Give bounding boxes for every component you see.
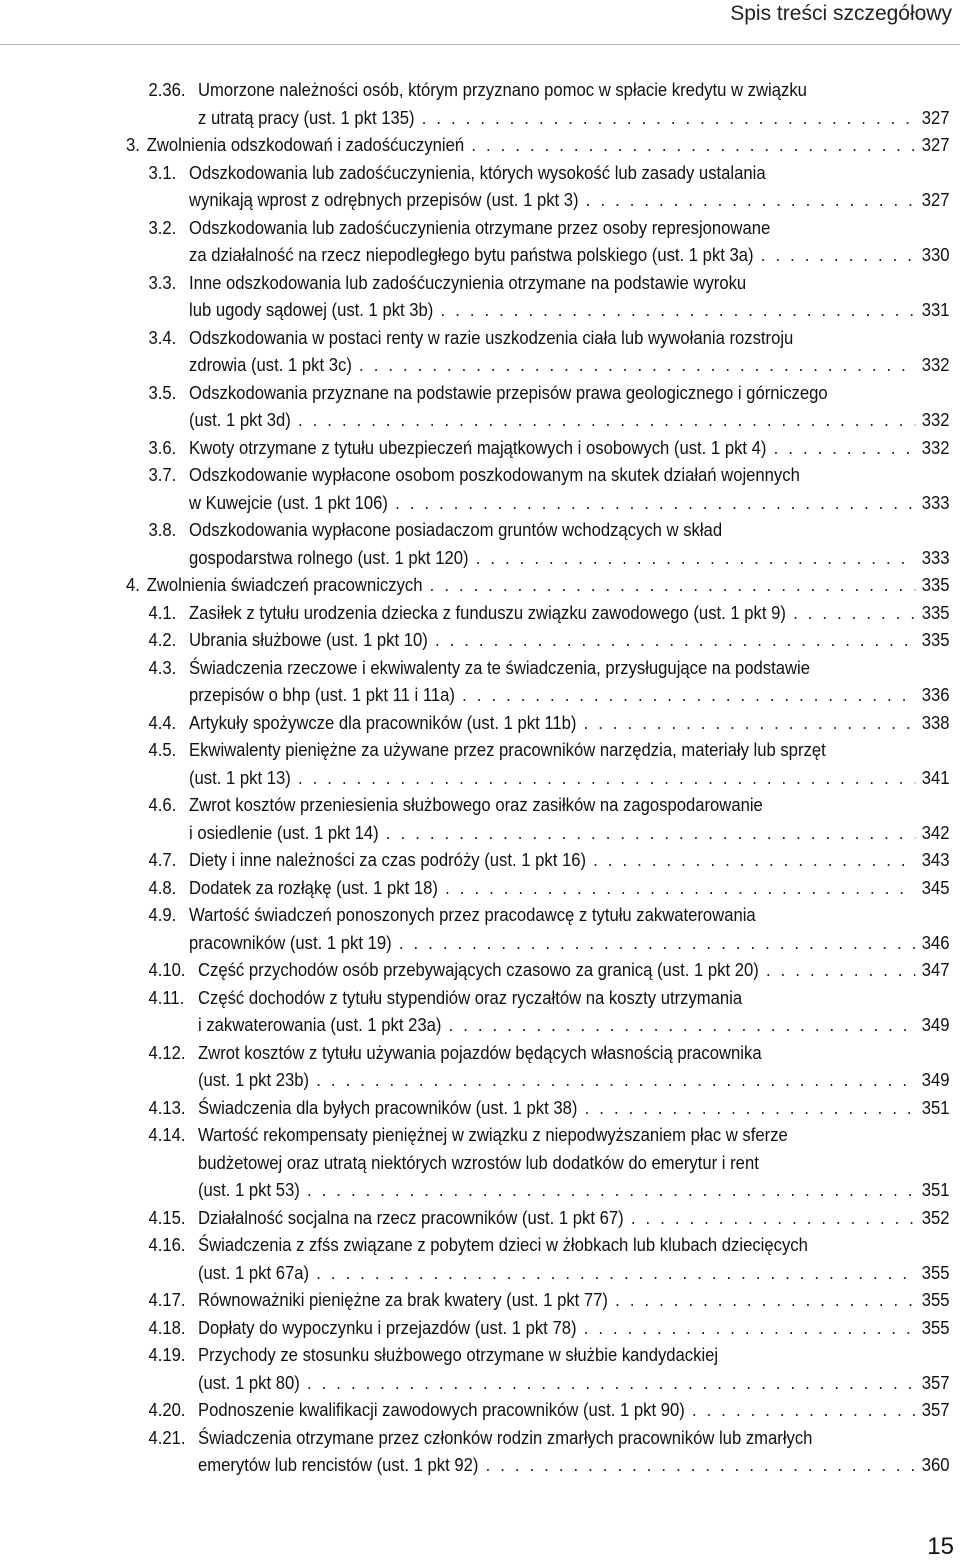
toc-entry-page: 355 — [921, 1289, 950, 1310]
dot-leader — [577, 1094, 915, 1122]
page-number: 15 — [927, 1533, 954, 1560]
toc-entry-title-line: Podnoszenie kwalifikacji zawodowych pracowników (ust. 1 pkt 90) — [198, 1399, 685, 1420]
toc-entry-title-line: zdrowia (ust. 1 pkt 3c) — [189, 354, 352, 375]
toc-entry-title-line: Odszkodowania lub zadośćuczynienia, których wysokość lub zasady ustalania — [189, 161, 766, 183]
toc-entry-title-line: z utratą pracy (ust. 1 pkt 135) — [198, 106, 415, 128]
toc-entry[interactable] — [0, 324, 960, 379]
toc-entry-number: 4.15. — [148, 1206, 186, 1228]
toc-entry[interactable] — [0, 1094, 960, 1122]
toc-entry[interactable] — [0, 1314, 960, 1342]
toc-entry-page: 332 — [921, 436, 950, 458]
dot-leader — [309, 1259, 915, 1287]
toc-entry-page: 327 — [921, 106, 950, 128]
toc-entry-page: 327 — [921, 134, 950, 155]
toc-entry-number: 3.5. — [148, 381, 177, 403]
toc-entry-number: 4.12. — [148, 1041, 186, 1063]
toc-entry-page: 332 — [921, 409, 950, 430]
toc-entry[interactable] — [0, 901, 960, 956]
toc-entry-title-line: Część przychodów osób przebywających czasowo za granicą (ust. 1 pkt 20) — [198, 959, 759, 980]
dot-leader — [291, 406, 916, 434]
toc-entry[interactable] — [0, 131, 960, 159]
dot-leader — [464, 131, 915, 159]
toc-entry[interactable] — [0, 1286, 960, 1314]
toc-entry-title-line: Dodatek za rozłąkę (ust. 1 pkt 18) — [189, 876, 438, 898]
toc-entry[interactable] — [0, 736, 960, 791]
toc-entry[interactable] — [0, 434, 960, 462]
toc-entry-number: 3.2. — [148, 216, 177, 238]
toc-entry-page: 351 — [921, 1179, 950, 1200]
toc-entry-number: 4.21. — [148, 1426, 186, 1448]
toc-entry-title-line: Świadczenia rzeczowe i ekwiwalenty za te świadczenia, przysługujące na podstawie — [189, 656, 810, 678]
toc-entry-title-line: emerytów lub rencistów (ust. 1 pkt 92) — [198, 1454, 479, 1475]
toc-entry-page: 343 — [921, 849, 950, 870]
toc-entry-page: 345 — [921, 876, 950, 898]
dot-leader — [300, 1176, 916, 1204]
dot-leader — [291, 764, 916, 792]
toc-entry-page: 355 — [921, 1261, 950, 1283]
toc-entry-page: 346 — [921, 931, 950, 953]
dot-leader — [766, 434, 915, 462]
toc-entry-title-line: pracowników (ust. 1 pkt 19) — [189, 931, 392, 953]
toc-entry-page: 331 — [921, 299, 950, 320]
toc-entry[interactable] — [0, 709, 960, 737]
toc-entry-page: 333 — [921, 491, 950, 513]
toc-entry-title-line: lub ugody sądowej (ust. 1 pkt 3b) — [189, 299, 434, 320]
toc-entry-page: 335 — [921, 574, 950, 595]
dot-leader — [352, 351, 915, 379]
toc-entry[interactable] — [0, 1424, 960, 1479]
toc-entry-page: 335 — [921, 629, 950, 650]
toc-entry-number: 3.4. — [148, 326, 177, 348]
toc-entry-title-line: (ust. 1 pkt 23b) — [198, 1069, 310, 1090]
dot-leader — [438, 874, 915, 902]
toc-entry[interactable] — [0, 159, 960, 214]
toc-entry-page: 335 — [921, 601, 950, 623]
toc-entry-title-line: w Kuwejcie (ust. 1 pkt 106) — [189, 491, 388, 513]
dot-leader — [576, 709, 915, 737]
dot-leader — [428, 626, 916, 654]
toc-entry-title-line: Odszkodowania lub zadośćuczynienia otrzymane przez osoby represjonowane — [189, 216, 771, 238]
toc-entry-title-line: i osiedlenie (ust. 1 pkt 14) — [189, 821, 379, 843]
toc-entry-title-line: (ust. 1 pkt 80) — [198, 1371, 300, 1393]
toc-entry-title-line: Kwoty otrzymane z tytułu ubezpieczeń majątkowych i osobowych (ust. 1 pkt 4) — [189, 436, 767, 458]
toc-entry[interactable] — [0, 1204, 960, 1232]
toc-entry-number: 3. — [126, 134, 140, 155]
toc-entry-title-line: Ekwiwalenty pieniężne za używane przez pracowników narzędzia, materiały lub sprzęt — [189, 739, 826, 760]
toc-entry-number: 4.13. — [148, 1096, 186, 1118]
toc-entry[interactable] — [0, 379, 960, 434]
dot-leader — [786, 599, 915, 627]
toc-entry-title-line: Świadczenia otrzymane przez członków rodzin zmarłych pracowników lub zmarłych — [198, 1426, 813, 1448]
toc-entry-page: 338 — [921, 711, 950, 733]
toc-entry[interactable] — [0, 269, 960, 324]
toc-entry-number: 4.5. — [148, 739, 177, 760]
dot-leader — [577, 1314, 916, 1342]
toc-entry[interactable] — [0, 1396, 960, 1424]
toc-entry-title-line: (ust. 1 pkt 67a) — [198, 1261, 310, 1283]
toc-entry-page: 355 — [921, 1316, 950, 1338]
toc-entry-title-line: Dopłaty do wypoczynku i przejazdów (ust. 1 pkt 78) — [198, 1316, 577, 1338]
toc-entry-title-line: Zwolnienia świadczeń pracowniczych — [146, 574, 423, 595]
toc-entry-number: 4.1. — [148, 601, 177, 623]
toc-entry[interactable] — [0, 1039, 960, 1094]
toc-entry[interactable] — [0, 791, 960, 846]
dot-leader — [624, 1204, 916, 1232]
dot-leader — [608, 1286, 915, 1314]
toc-entry-number: 4.7. — [148, 849, 177, 870]
toc-entry-number: 3.1. — [148, 161, 177, 183]
toc-entry[interactable] — [0, 516, 960, 571]
toc-entry[interactable] — [0, 1121, 960, 1204]
dot-leader — [579, 186, 916, 214]
toc-entry[interactable] — [0, 571, 960, 599]
toc-entry-page: 330 — [921, 244, 950, 265]
toc-entry-title-line: Odszkodowanie wypłacone osobom poszkodowanym na skutek działań wojennych — [189, 464, 800, 485]
toc-entry[interactable] — [0, 956, 960, 984]
toc-entry-title-line: Świadczenia z zfśs związane z pobytem dzieci w żłobkach lub klubach dziecięcych — [198, 1234, 808, 1255]
toc-entry-page: 357 — [921, 1371, 950, 1393]
toc-entry-number: 4.4. — [148, 711, 177, 733]
toc-entry-title-line: Część dochodów z tytułu stypendiów oraz ryczałtów na koszty utrzymania — [198, 986, 743, 1008]
toc-entry-title-line: Zwolnienia odszkodowań i zadośćuczynień — [146, 134, 465, 155]
toc-entry-title-line: Umorzone należności osób, którym przyznano pomoc w spłacie kredytu w związku — [198, 79, 807, 100]
table-of-contents — [0, 76, 960, 1479]
toc-entry-title-line: Zwrot kosztów przeniesienia służbowego oraz zasiłków na zagospodarowanie — [189, 794, 763, 815]
toc-entry-number: 4.14. — [148, 1124, 186, 1145]
toc-entry[interactable] — [0, 626, 960, 654]
toc-entry-page: 349 — [921, 1069, 950, 1090]
toc-entry[interactable] — [0, 984, 960, 1039]
toc-entry-number: 3.7. — [148, 464, 177, 485]
toc-entry-page: 327 — [921, 189, 950, 210]
toc-entry-number: 4.20. — [148, 1399, 186, 1420]
toc-entry-title-line: Zwrot kosztów z tytułu używania pojazdów będących własnością pracownika — [198, 1041, 762, 1063]
toc-entry[interactable] — [0, 654, 960, 709]
toc-entry-number: 4.19. — [148, 1344, 186, 1365]
toc-entry-title-line: Ubrania służbowe (ust. 1 pkt 10) — [189, 629, 428, 650]
toc-entry-number: 4.17. — [148, 1289, 186, 1310]
toc-entry-number: 4.16. — [148, 1234, 186, 1255]
toc-entry-title-line: Wartość rekompensaty pieniężnej w związku z niepodwyższaniem płac w sferze — [198, 1124, 788, 1145]
dot-leader — [388, 489, 915, 517]
toc-entry-title-line: (ust. 1 pkt 53) — [198, 1179, 300, 1200]
toc-entry-number: 4.9. — [148, 904, 177, 925]
toc-entry[interactable] — [0, 461, 960, 516]
toc-entry-title-line: Przychody ze stosunku służbowego otrzymane w służbie kandydackiej — [198, 1344, 719, 1365]
toc-entry-page: 357 — [921, 1399, 950, 1420]
toc-entry-title-line: Zasiłek z tytułu urodzenia dziecka z funduszu związku zawodowego (ust. 1 pkt 9) — [189, 601, 786, 623]
dot-leader — [433, 296, 915, 324]
toc-entry[interactable] — [0, 1341, 960, 1396]
toc-entry-title-line: Równoważniki pieniężne za brak kwatery (ust. 1 pkt 77) — [198, 1289, 608, 1310]
toc-entry-title-line: gospodarstwa rolnego (ust. 1 pkt 120) — [189, 546, 469, 568]
toc-entry-title-line: (ust. 1 pkt 13) — [189, 766, 291, 788]
toc-entry-number: 3.8. — [148, 519, 177, 540]
toc-entry[interactable] — [0, 76, 960, 131]
toc-entry-title-line: Wartość świadczeń ponoszonych przez pracodawcę z tytułu zakwaterowania — [189, 904, 756, 925]
toc-entry-page: 332 — [921, 354, 950, 375]
toc-entry-number: 4.2. — [148, 629, 177, 650]
dot-leader — [759, 956, 915, 984]
toc-entry-title-line: Odszkodowania w postaci renty w razie uszkodzenia ciała lub wywołania rozstroju — [189, 326, 794, 348]
toc-entry-title-line: wynikają wprost z odrębnych przepisów (ust. 1 pkt 3) — [189, 189, 579, 210]
dot-leader — [392, 929, 916, 957]
dot-leader — [422, 571, 915, 599]
toc-entry-number: 4. — [126, 574, 140, 595]
toc-entry-page: 333 — [921, 546, 950, 568]
dot-leader — [309, 1066, 915, 1094]
dot-leader — [478, 1451, 915, 1479]
toc-entry-title-line: przepisów o bhp (ust. 1 pkt 11 i 11a) — [189, 684, 455, 705]
toc-entry-title-line: Świadczenia dla byłych pracowników (ust. 1 pkt 38) — [198, 1096, 578, 1118]
toc-entry-title-line: Odszkodowania przyznane na podstawie przepisów prawa geologicznego i górniczego — [189, 381, 828, 403]
toc-entry-page: 342 — [921, 821, 950, 843]
toc-entry-title-line: (ust. 1 pkt 3d) — [189, 409, 291, 430]
toc-entry[interactable] — [0, 874, 960, 902]
toc-entry-title-line: Działalność socjalna na rzecz pracowników (ust. 1 pkt 67) — [198, 1206, 624, 1228]
toc-entry-title-line: Artykuły spożywcze dla pracowników (ust. 1 pkt 11b) — [189, 711, 577, 733]
toc-entry-title-line: i zakwaterowania (ust. 1 pkt 23a) — [198, 1014, 442, 1035]
toc-entry-page: 360 — [921, 1454, 950, 1475]
dot-leader — [455, 681, 915, 709]
toc-entry-number: 4.18. — [148, 1316, 186, 1338]
toc-entry-title-line: budżetowej oraz utratą niektórych wzrostów lub dodatków do emerytur i rent — [198, 1151, 759, 1173]
toc-entry[interactable] — [0, 599, 960, 627]
toc-entry-page: 347 — [921, 959, 950, 980]
toc-entry-page: 341 — [921, 766, 950, 788]
toc-entry-title-line: za działalność na rzecz niepodległego bytu państwa polskiego (ust. 1 pkt 3a) — [189, 244, 754, 265]
dot-leader — [685, 1396, 916, 1424]
dot-leader — [469, 544, 916, 572]
toc-entry-number: 2.36. — [148, 79, 186, 100]
page-header-title: Spis treści szczegółowy — [730, 2, 952, 25]
toc-entry-page: 352 — [921, 1206, 950, 1228]
dot-leader — [300, 1369, 916, 1397]
toc-entry-page: 336 — [921, 684, 950, 705]
toc-entry[interactable] — [0, 214, 960, 269]
toc-entry-number: 4.3. — [148, 656, 177, 678]
toc-entry-title-line: Odszkodowania wypłacone posiadaczom gruntów wchodzących w skład — [189, 519, 723, 540]
dot-leader — [586, 846, 915, 874]
dot-leader — [379, 819, 916, 847]
toc-entry-title-line: Diety i inne należności za czas podróży (ust. 1 pkt 16) — [189, 849, 587, 870]
toc-entry-number: 4.6. — [148, 794, 177, 815]
dot-leader — [441, 1011, 915, 1039]
dot-leader — [754, 241, 916, 269]
toc-entry-number: 4.8. — [148, 876, 177, 898]
toc-entry-page: 351 — [921, 1096, 950, 1118]
toc-entry-number: 3.6. — [148, 436, 177, 458]
toc-entry[interactable] — [0, 1231, 960, 1286]
toc-entry-number: 4.10. — [148, 959, 186, 980]
toc-entry[interactable] — [0, 846, 960, 874]
toc-entry-title-line: Inne odszkodowania lub zadośćuczynienia otrzymane na podstawie wyroku — [189, 271, 747, 293]
dot-leader — [415, 104, 916, 132]
toc-entry-page: 349 — [921, 1014, 950, 1035]
toc-entry-number: 4.11. — [148, 986, 185, 1008]
toc-entry-number: 3.3. — [148, 271, 177, 293]
header-divider — [0, 44, 960, 45]
